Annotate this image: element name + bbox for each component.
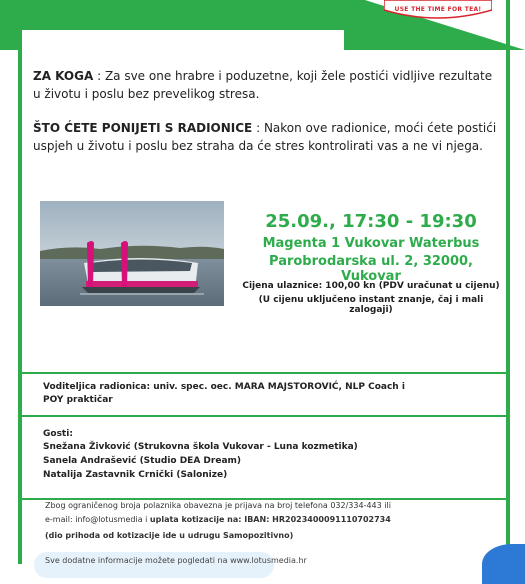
logo-slogan: USE THE TIME FOR TEA! <box>394 6 482 13</box>
more-info-link[interactable]: Sve dodatne informacije možete pogledati na www.lotusmedia.hr <box>45 556 307 565</box>
event-address: Parobrodarska ul. 2, 32000, Vukovar <box>269 254 473 284</box>
top-white-panel <box>22 30 344 50</box>
target-audience-text: : Za sve one hrabre i poduzetne, koji žele postići vidljive rezultate u životu i poslu bez prevelikog stresa. <box>33 69 493 101</box>
divider-middle <box>22 415 506 417</box>
registration-note: Zbog ograničenog broja polaznika obavezna je prijava na broj telefona 032/334-443 ili <box>45 501 391 510</box>
payment-note <box>45 514 495 526</box>
guest-item: Sanela Andrašević (Studio DEA Dream) <box>43 456 242 466</box>
waterbus-photo <box>40 201 224 306</box>
takeaway-paragraph <box>33 119 503 155</box>
guest-item: Snežana Živković (Strukovna škola Vukovar - Luna kozmetika) <box>43 442 358 452</box>
guests-heading: Gosti: <box>43 429 73 439</box>
corner-decoration <box>482 544 525 584</box>
price-includes: (U cijenu uključeno instant znanje, čaj i mali zalogaji) <box>258 295 484 315</box>
divider-top <box>22 372 506 374</box>
takeaway-label: ŠTO ĆETE PONIJETI S RADIONICE <box>33 121 253 135</box>
left-border <box>18 0 22 564</box>
donation-note: (dio prihoda od kotizacije ide u udrugu Samopozitivno) <box>45 531 294 540</box>
email-prefix: e-mail: info@lotusmedia i <box>45 515 150 524</box>
event-date-time: 25.09., 17:30 - 19:30 <box>265 211 477 232</box>
event-venue: Magenta 1 Vukovar Waterbus <box>262 236 480 251</box>
payment-iban: uplata kotizacije na: IBAN: HR2023400091110702734 <box>149 515 391 524</box>
leader-line-2: POY praktičar <box>43 395 113 405</box>
guest-item: Natalija Zastavnik Crnički (Salonize) <box>43 470 228 480</box>
target-audience-label: ZA KOGA <box>33 69 94 83</box>
takeaway-text: : Nakon ove radionice, moći ćete postići uspjeh u životu i poslu bez straha da će stres kontrolirati vas a ne vi njega. <box>33 121 497 153</box>
right-border <box>506 0 510 564</box>
target-audience-paragraph <box>33 67 503 103</box>
leader-line-1: Voditeljica radionica: univ. spec. oec. MARA MAJSTOROVIĆ, NLP Coach i <box>43 382 405 392</box>
ticket-price: Cijena ulaznice: 100,00 kn (PDV uračunat u cijenu) <box>242 281 500 291</box>
